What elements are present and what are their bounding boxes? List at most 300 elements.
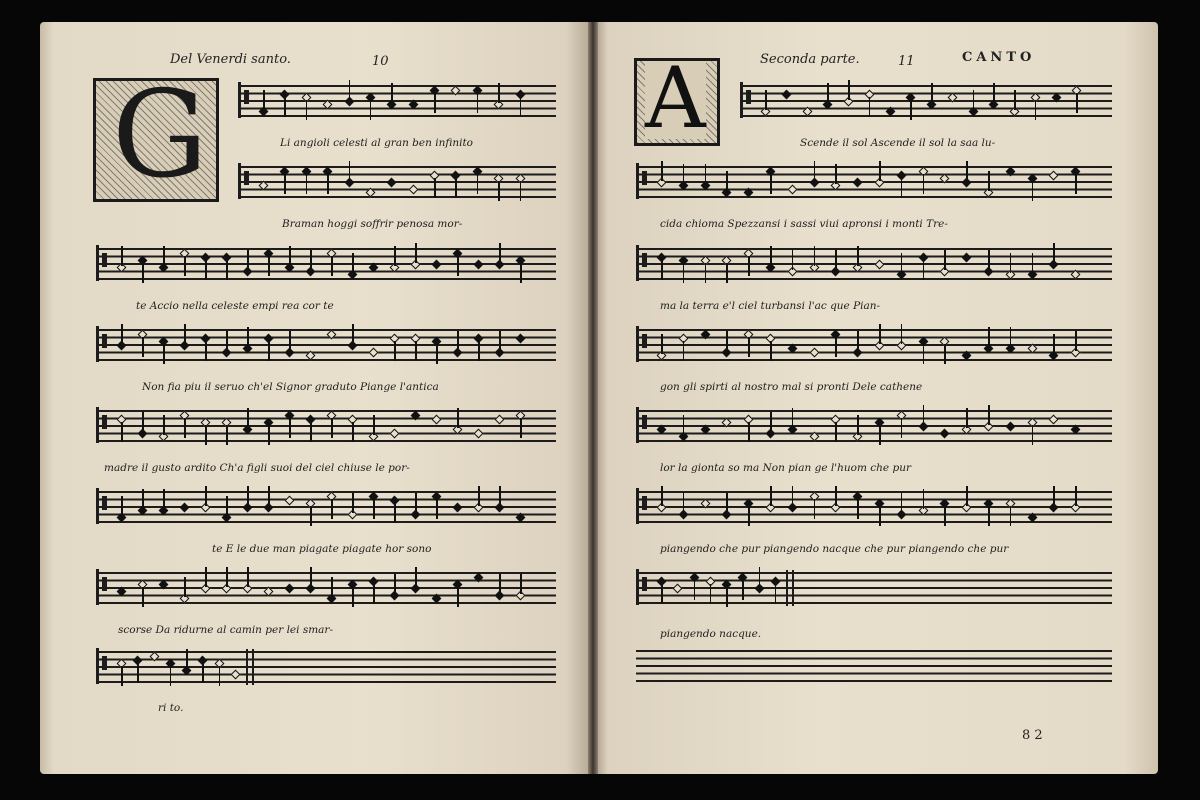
clef-icon xyxy=(636,407,647,443)
note-stem xyxy=(901,253,903,273)
final-barline xyxy=(246,649,248,685)
note-stem xyxy=(792,486,794,506)
note-stem xyxy=(455,178,457,198)
left-lyric-line-8: ri to. xyxy=(158,702,184,714)
note-icon xyxy=(1071,270,1081,280)
note-stem xyxy=(142,337,144,357)
note-icon xyxy=(387,177,397,187)
note-stem xyxy=(268,425,270,445)
note-stem xyxy=(205,341,207,361)
note-stem xyxy=(1010,506,1012,526)
clef-icon xyxy=(636,245,647,281)
note-icon xyxy=(323,100,333,110)
note-stem xyxy=(705,263,707,283)
left-running-head: Del Venerdi santo. xyxy=(170,52,291,67)
note-stem xyxy=(289,246,291,266)
note-stem xyxy=(879,425,881,445)
note-stem xyxy=(352,587,354,607)
note-stem xyxy=(993,83,995,103)
note-stem xyxy=(748,422,750,442)
note-icon xyxy=(180,502,190,512)
note-stem xyxy=(520,181,522,201)
clef-icon xyxy=(238,163,249,199)
note-stem xyxy=(857,499,859,519)
note-stem xyxy=(944,344,946,364)
note-stem xyxy=(121,496,123,516)
note-stem xyxy=(477,174,479,194)
note-stem xyxy=(742,580,744,600)
note-icon xyxy=(453,502,463,512)
note-stem xyxy=(923,489,925,509)
note-icon xyxy=(744,188,754,198)
clef-icon xyxy=(636,163,647,199)
note-stem xyxy=(370,100,372,120)
left-lyric-line-7: scorse Da ridurne al camin per lei smar- xyxy=(118,624,334,636)
note-stem xyxy=(163,489,165,509)
note-stem xyxy=(835,337,837,357)
note-icon xyxy=(411,411,421,421)
note-stem xyxy=(170,666,172,686)
note-icon xyxy=(940,428,950,438)
note-stem xyxy=(770,412,772,432)
note-stem xyxy=(726,587,728,607)
note-stem xyxy=(835,164,837,184)
note-stem xyxy=(765,90,767,110)
right-staff-5 xyxy=(636,410,1112,442)
clef-icon xyxy=(238,82,249,118)
left-staff-8 xyxy=(96,651,556,683)
note-stem xyxy=(226,496,228,516)
note-stem xyxy=(770,174,772,194)
note-stem xyxy=(394,574,396,594)
historiated-initial-g xyxy=(93,78,219,202)
left-staff-6 xyxy=(96,491,556,523)
right-lyric-line-1: Scende il sol Ascende il sol la saa lu- xyxy=(800,137,996,149)
note-stem xyxy=(310,250,312,270)
note-stem xyxy=(284,174,286,194)
note-stem xyxy=(848,80,850,100)
note-stem xyxy=(683,263,685,283)
note-icon xyxy=(474,573,484,583)
note-stem xyxy=(268,256,270,276)
note-icon xyxy=(285,583,295,593)
final-barline xyxy=(786,570,788,606)
left-lyric-line-6: te E le due man piagate piagate hor sono xyxy=(212,543,432,555)
note-icon xyxy=(306,351,316,361)
note-stem xyxy=(268,486,270,506)
note-icon xyxy=(432,259,442,269)
note-stem xyxy=(394,341,396,361)
right-staff-8 xyxy=(636,650,1112,682)
note-icon xyxy=(657,425,667,435)
note-stem xyxy=(661,334,663,354)
note-stem xyxy=(814,246,816,266)
note-stem xyxy=(373,584,375,604)
note-stem xyxy=(263,90,265,110)
note-icon xyxy=(853,177,863,187)
note-stem xyxy=(944,506,946,526)
note-stem xyxy=(683,164,685,184)
left-page-number: 10 xyxy=(372,54,389,69)
note-stem xyxy=(205,425,207,445)
left-staff-4 xyxy=(96,329,556,361)
note-icon xyxy=(369,347,379,357)
note-stem xyxy=(142,489,144,509)
note-stem xyxy=(759,567,761,587)
note-icon xyxy=(117,587,127,597)
note-stem xyxy=(331,418,333,438)
note-icon xyxy=(1051,93,1061,103)
note-stem xyxy=(770,486,772,506)
note-stem xyxy=(770,246,772,266)
note-stem xyxy=(352,253,354,273)
note-stem xyxy=(202,663,204,683)
note-stem xyxy=(748,506,750,526)
note-icon xyxy=(159,580,169,590)
note-stem xyxy=(710,584,712,604)
note-stem xyxy=(1010,253,1012,273)
note-stem xyxy=(415,567,417,587)
left-staff-1 xyxy=(238,85,556,117)
note-stem xyxy=(331,499,333,519)
note-stem xyxy=(1032,425,1034,445)
note-stem xyxy=(901,178,903,198)
note-stem xyxy=(901,418,903,438)
decorated-initial-a xyxy=(634,58,720,146)
note-stem xyxy=(205,260,207,280)
note-icon xyxy=(673,583,683,593)
note-stem xyxy=(944,250,946,270)
note-stem xyxy=(289,331,291,351)
note-icon xyxy=(451,86,461,96)
note-stem xyxy=(121,422,123,442)
note-stem xyxy=(415,341,417,361)
note-stem xyxy=(901,324,903,344)
note-icon xyxy=(809,432,819,442)
right-running-head: Seconda parte. xyxy=(760,52,860,67)
note-stem xyxy=(268,341,270,361)
note-stem xyxy=(352,422,354,442)
note-stem xyxy=(247,250,249,270)
note-icon xyxy=(474,428,484,438)
right-staff-2 xyxy=(636,166,1112,198)
note-stem xyxy=(835,422,837,442)
note-stem xyxy=(988,327,990,347)
note-icon xyxy=(1049,414,1059,424)
note-icon xyxy=(408,100,418,110)
note-stem xyxy=(163,344,165,364)
left-staff-3 xyxy=(96,248,556,280)
note-icon xyxy=(1005,167,1015,177)
note-stem xyxy=(498,83,500,103)
note-stem xyxy=(434,178,436,198)
note-icon xyxy=(700,499,710,509)
right-staff-7 xyxy=(636,572,1112,604)
voice-part-label: CANTO xyxy=(962,50,1036,65)
note-icon xyxy=(516,333,526,343)
note-stem xyxy=(142,587,144,607)
right-staff-1 xyxy=(740,85,1112,117)
note-stem xyxy=(683,415,685,435)
note-stem xyxy=(457,408,459,428)
note-stem xyxy=(163,246,165,266)
note-stem xyxy=(966,161,968,181)
note-stem xyxy=(792,408,794,428)
note-icon xyxy=(885,107,895,117)
note-stem xyxy=(1075,486,1077,506)
left-staff-7 xyxy=(96,572,556,604)
note-stem xyxy=(835,250,837,270)
note-stem xyxy=(478,486,480,506)
final-barline xyxy=(792,570,794,606)
note-stem xyxy=(121,666,123,686)
note-stem xyxy=(931,83,933,103)
clef-icon xyxy=(96,407,107,443)
note-stem xyxy=(306,100,308,120)
note-stem xyxy=(1076,93,1078,113)
note-stem xyxy=(1014,90,1016,110)
note-stem xyxy=(349,80,351,100)
clef-icon xyxy=(96,648,107,684)
note-stem xyxy=(988,250,990,270)
note-icon xyxy=(781,89,791,99)
clef-icon xyxy=(636,488,647,524)
note-stem xyxy=(857,415,859,435)
note-stem xyxy=(683,493,685,513)
note-icon xyxy=(1005,421,1015,431)
note-icon xyxy=(408,184,418,194)
note-icon xyxy=(259,181,269,191)
note-icon xyxy=(1027,513,1037,523)
note-stem xyxy=(137,663,139,683)
note-stem xyxy=(184,577,186,597)
note-stem xyxy=(142,263,144,283)
note-stem xyxy=(879,324,881,344)
note-stem xyxy=(373,415,375,435)
right-lyric-line-2: cida chioma Spezzansi i sassi viui apronsi i monti Tre- xyxy=(660,218,948,230)
note-icon xyxy=(264,587,274,597)
right-lyric-line-5: lor la gionta so ma Non pian ge l'huom che pur xyxy=(660,462,911,474)
note-stem xyxy=(247,486,249,506)
right-lyric-line-3: ma la terra e'l ciel turbansi l'ac que Pian- xyxy=(660,300,881,312)
note-stem xyxy=(184,324,186,344)
note-stem xyxy=(415,243,417,263)
note-stem xyxy=(327,174,329,194)
clef-icon xyxy=(96,488,107,524)
note-icon xyxy=(230,669,240,679)
note-stem xyxy=(247,327,249,347)
note-icon xyxy=(940,174,950,184)
book-gutter xyxy=(588,22,598,774)
note-stem xyxy=(226,425,228,445)
note-stem xyxy=(478,341,480,361)
note-icon xyxy=(962,252,972,262)
clef-icon xyxy=(96,569,107,605)
note-stem xyxy=(1053,243,1055,263)
signature-mark: 8 2 xyxy=(1022,728,1043,743)
note-stem xyxy=(661,584,663,604)
note-stem xyxy=(923,260,925,280)
note-icon xyxy=(1027,344,1037,354)
note-stem xyxy=(1035,100,1037,120)
note-stem xyxy=(748,337,750,357)
note-stem xyxy=(988,405,990,425)
note-stem xyxy=(726,331,728,351)
right-staff-4 xyxy=(636,329,1112,361)
note-stem xyxy=(988,171,990,191)
note-stem xyxy=(1032,181,1034,201)
note-stem xyxy=(1075,331,1077,351)
note-stem xyxy=(457,256,459,276)
note-stem xyxy=(394,246,396,266)
note-stem xyxy=(163,415,165,435)
left-lyric-line-2: Braman hoggi soffrir penosa mor- xyxy=(282,218,463,230)
left-staff-5 xyxy=(96,410,556,442)
clef-icon xyxy=(96,245,107,281)
clef-icon xyxy=(740,82,751,118)
note-icon xyxy=(802,107,812,117)
note-stem xyxy=(1075,174,1077,194)
note-stem xyxy=(352,324,354,344)
note-stem xyxy=(694,580,696,600)
note-stem xyxy=(1053,486,1055,506)
note-stem xyxy=(226,260,228,280)
note-stem xyxy=(457,331,459,351)
left-lyric-line-3: te Accio nella celeste empi rea cor te xyxy=(136,300,334,312)
note-stem xyxy=(879,506,881,526)
note-stem xyxy=(499,331,501,351)
note-stem xyxy=(770,341,772,361)
note-stem xyxy=(775,584,777,604)
note-stem xyxy=(331,256,333,276)
note-stem xyxy=(988,506,990,526)
right-lyric-line-6: piangendo che pur piangendo nacque che pur piangendo che pur xyxy=(660,543,1009,555)
note-stem xyxy=(415,493,417,513)
note-icon xyxy=(700,330,710,340)
right-lyric-line-4: gon gli spirti al nostro mal si pronti Dele cathene xyxy=(660,381,923,393)
note-stem xyxy=(857,331,859,351)
clef-icon xyxy=(636,326,647,362)
note-stem xyxy=(184,418,186,438)
note-icon xyxy=(365,188,375,198)
left-staff-2 xyxy=(238,166,556,198)
note-stem xyxy=(923,174,925,194)
note-stem xyxy=(835,486,837,506)
left-lyric-line-1: Li angioli celesti al gran ben infinito xyxy=(280,137,473,149)
note-stem xyxy=(499,486,501,506)
note-stem xyxy=(205,567,207,587)
note-icon xyxy=(149,652,159,662)
note-stem xyxy=(923,405,925,425)
initial-letter-g: G xyxy=(112,78,208,202)
note-stem xyxy=(520,418,522,438)
note-stem xyxy=(726,493,728,513)
note-stem xyxy=(705,164,707,184)
note-stem xyxy=(373,499,375,519)
note-stem xyxy=(879,161,881,181)
note-stem xyxy=(726,171,728,191)
note-stem xyxy=(499,243,501,263)
note-stem xyxy=(219,666,221,686)
note-icon xyxy=(787,344,797,354)
note-stem xyxy=(306,174,308,194)
note-stem xyxy=(121,324,123,344)
final-barline xyxy=(252,649,254,685)
note-stem xyxy=(394,503,396,523)
note-stem xyxy=(923,344,925,364)
note-icon xyxy=(947,93,957,103)
note-stem xyxy=(661,161,663,181)
note-stem xyxy=(184,256,186,276)
note-stem xyxy=(331,577,333,597)
note-stem xyxy=(436,499,438,519)
note-stem xyxy=(661,486,663,506)
note-icon xyxy=(516,513,526,523)
note-stem xyxy=(391,83,393,103)
right-lyric-line-7: piangendo nacque. xyxy=(660,628,762,640)
note-stem xyxy=(814,161,816,181)
note-stem xyxy=(792,250,794,270)
note-stem xyxy=(247,408,249,428)
note-stem xyxy=(748,256,750,276)
right-page-number: 11 xyxy=(898,54,915,69)
note-stem xyxy=(186,649,188,669)
note-stem xyxy=(520,263,522,283)
left-lyric-line-5: madre il gusto ardito Ch'a figli suoi del ciel chiuse le por- xyxy=(104,462,410,474)
note-stem xyxy=(121,246,123,266)
note-icon xyxy=(474,259,484,269)
note-stem xyxy=(901,493,903,513)
note-stem xyxy=(436,344,438,364)
note-stem xyxy=(457,587,459,607)
note-stem xyxy=(661,260,663,280)
note-stem xyxy=(284,97,286,117)
note-icon xyxy=(875,259,885,269)
note-stem xyxy=(726,263,728,283)
note-icon xyxy=(809,347,819,357)
note-icon xyxy=(1049,170,1059,180)
note-icon xyxy=(1071,425,1081,435)
note-icon xyxy=(432,414,442,424)
note-stem xyxy=(869,97,871,117)
note-stem xyxy=(352,493,354,513)
note-icon xyxy=(700,425,710,435)
note-icon xyxy=(962,351,972,361)
note-icon xyxy=(722,418,732,428)
note-stem xyxy=(499,574,501,594)
note-stem xyxy=(520,574,522,594)
clef-icon xyxy=(96,326,107,362)
note-stem xyxy=(827,83,829,103)
note-icon xyxy=(495,414,505,424)
note-icon xyxy=(390,428,400,438)
note-icon xyxy=(432,594,442,604)
note-stem xyxy=(477,93,479,113)
note-stem xyxy=(310,422,312,442)
right-staff-3 xyxy=(636,248,1112,280)
note-stem xyxy=(1010,327,1012,347)
note-stem xyxy=(683,341,685,361)
note-stem xyxy=(966,486,968,506)
clef-icon xyxy=(636,569,647,605)
note-stem xyxy=(142,412,144,432)
note-stem xyxy=(310,506,312,526)
note-stem xyxy=(247,567,249,587)
note-icon xyxy=(787,184,797,194)
note-stem xyxy=(814,499,816,519)
note-stem xyxy=(289,418,291,438)
note-stem xyxy=(498,181,500,201)
